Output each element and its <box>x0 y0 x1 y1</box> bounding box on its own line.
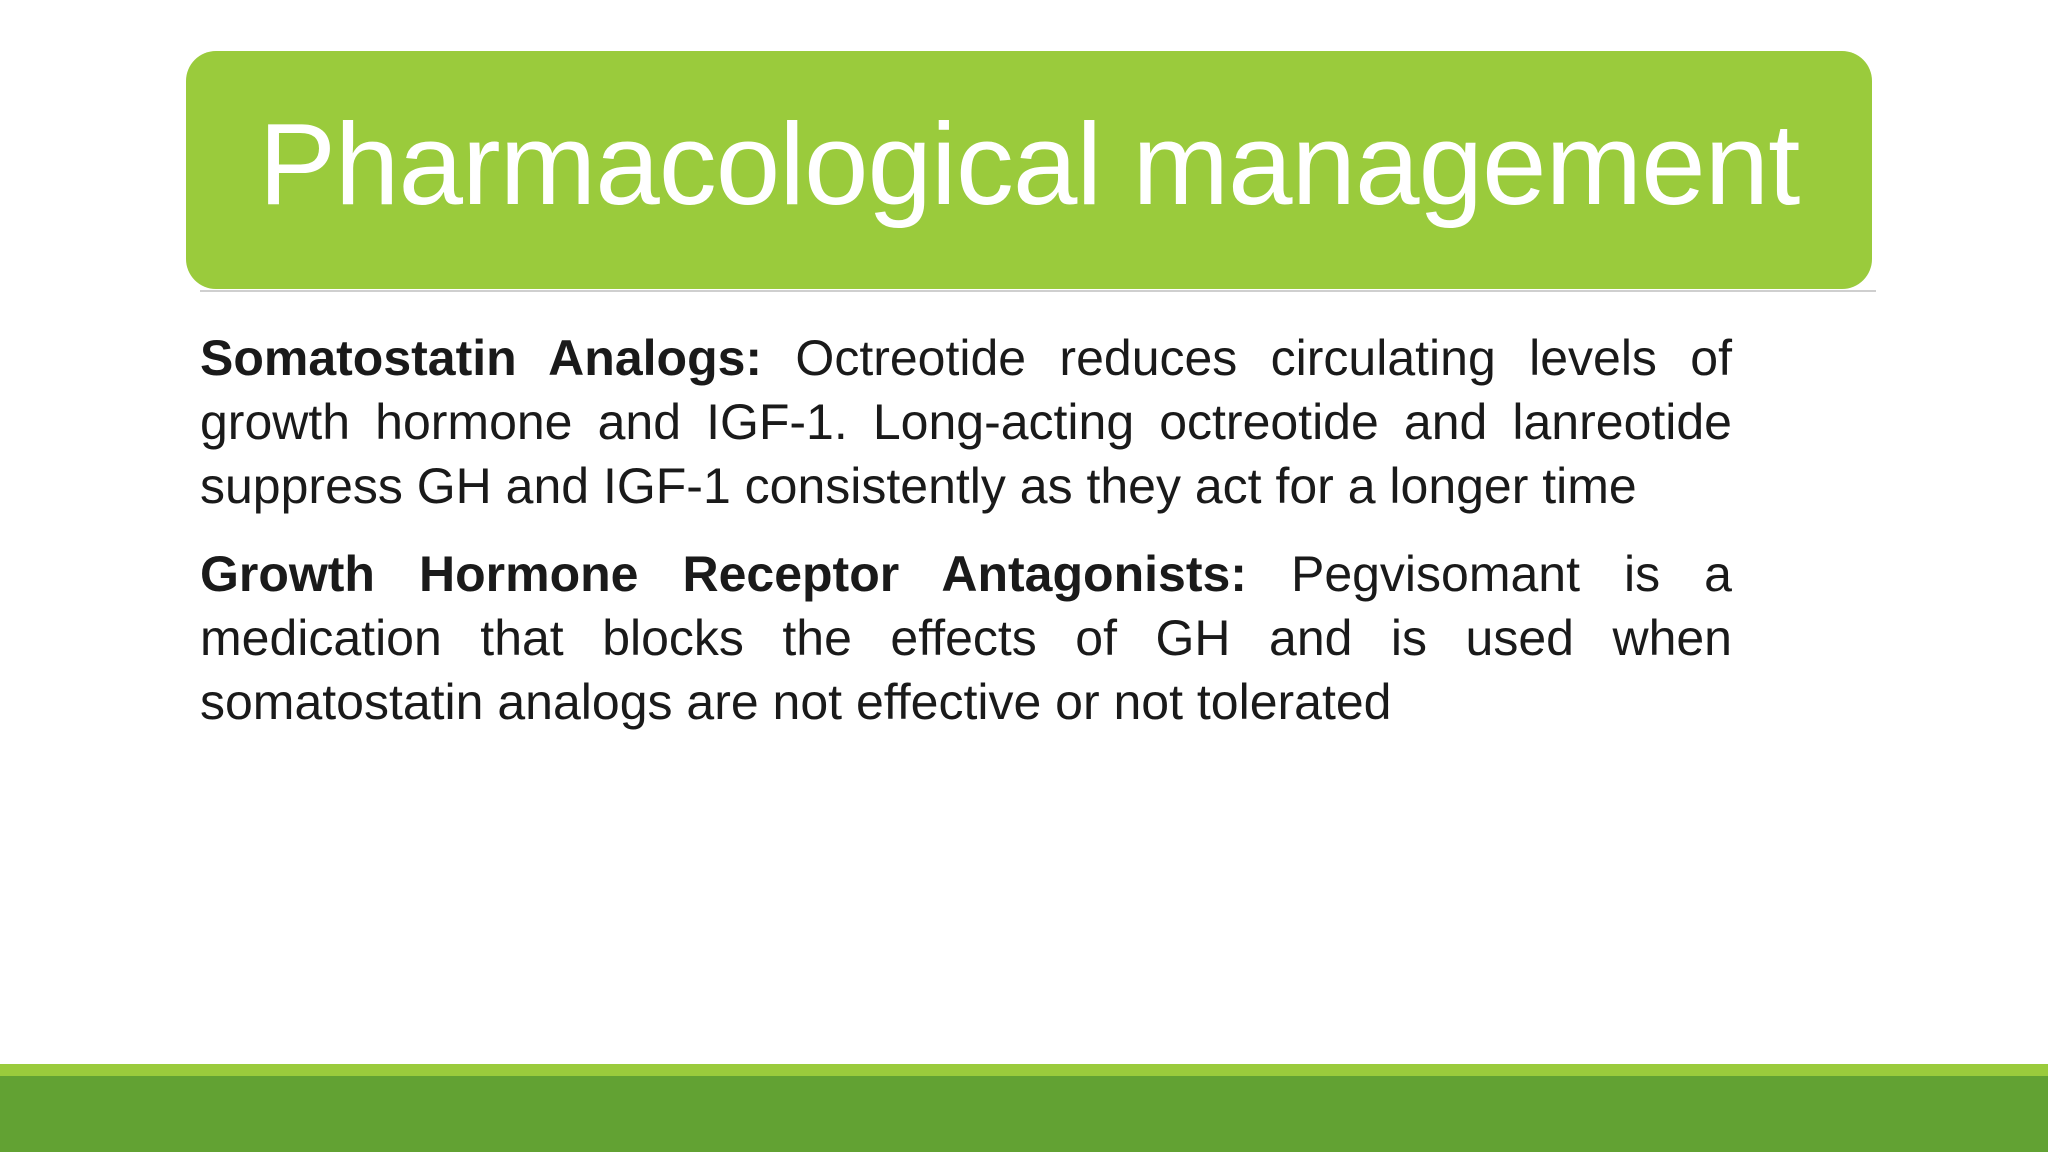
footer-bar <box>0 1076 2048 1152</box>
paragraph-heading: Somatostatin Analogs: <box>200 330 763 386</box>
slide-content <box>200 326 1732 758</box>
title-banner <box>186 51 1872 289</box>
paragraph-gh-receptor-antagonists <box>200 542 1732 734</box>
slide-title: Pharmacological management <box>258 99 1800 229</box>
paragraph-somatostatin-analogs <box>200 326 1732 518</box>
paragraph-body: Octreotide reduces circulating levels of growth hormone and IGF-1. Long-acting octreotide and lanreotide suppress GH and IGF-1 consistently as they act for a longer time <box>200 330 1732 514</box>
title-divider <box>200 290 1876 292</box>
paragraph-body: Pegvisomant is a medication that blocks the effects of GH and is used when somatostatin analogs are not effective or not tolerated <box>200 546 1732 730</box>
paragraph-heading: Growth Hormone Receptor Antagonists: <box>200 546 1247 602</box>
footer-accent-stripe <box>0 1064 2048 1076</box>
